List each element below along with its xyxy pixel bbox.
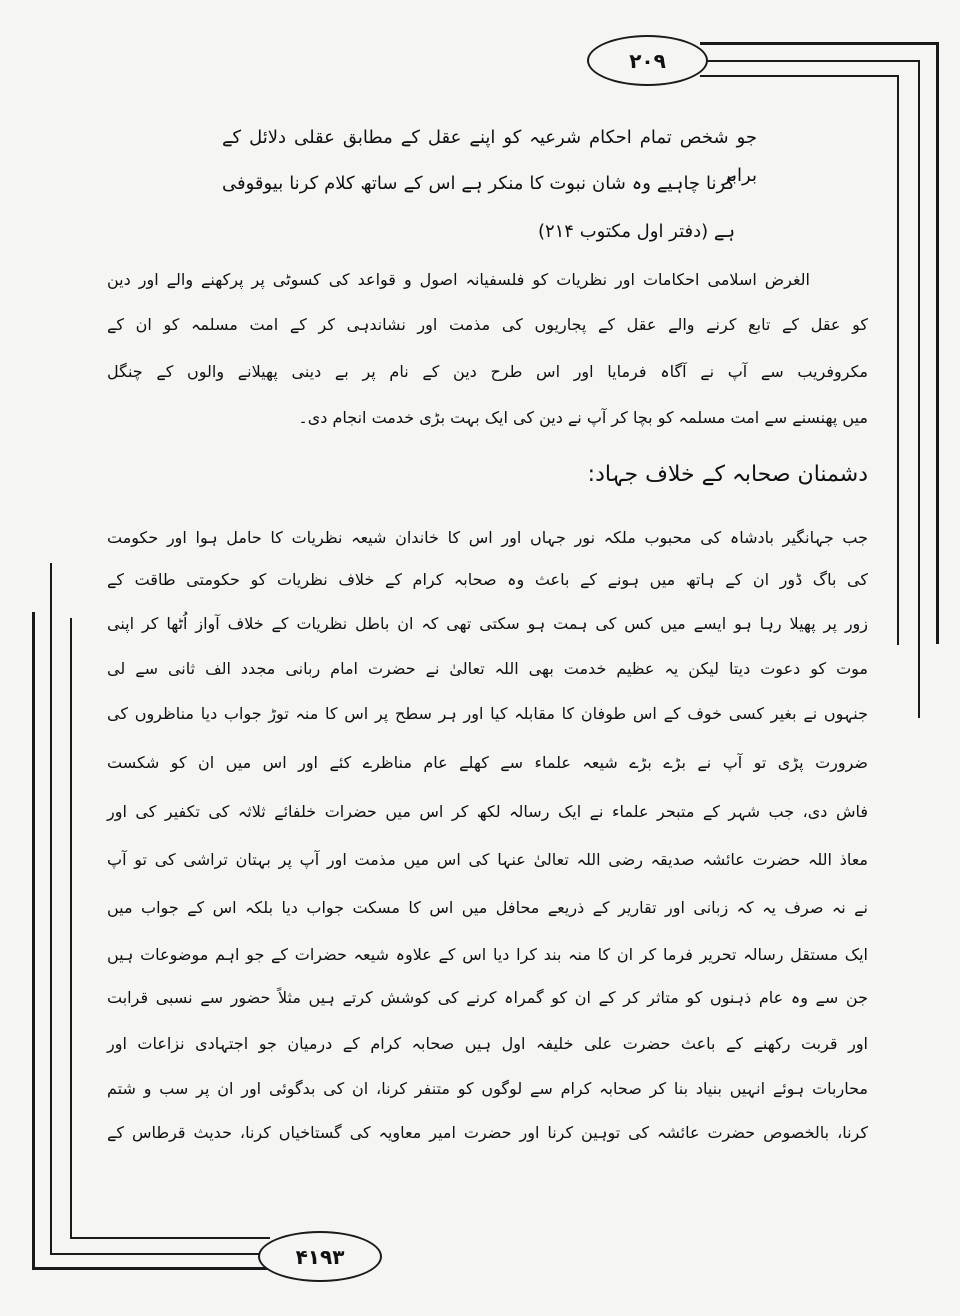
frame-right-middle-rule bbox=[918, 60, 920, 718]
frame-right-inner-rule bbox=[897, 75, 899, 645]
page-number-top: ۲۰۹ bbox=[587, 35, 708, 86]
paragraph-line: محاربات ہوئے انہیں بنیاد بنا کر صحابہ کرام سے لوگوں کو متنفر کرنا، ان کی بدگوئی اور ان پر سب و شتم bbox=[107, 1079, 868, 1098]
paragraph-line: ضرورت پڑی تو آپ نے بڑے بڑے شیعہ علماء سے کھلے عام مناظرے کئے اور اس میں ان کو شکست bbox=[107, 753, 868, 772]
paragraph-line: مکروفریب سے آپ نے آگاہ فرمایا اور اس طرح دین کے نام پر بے دینی پھیلانے والوں کے چنگل bbox=[107, 362, 868, 381]
frame-top-outer-rule bbox=[700, 42, 939, 45]
paragraph-line: جنہوں نے بغیر کسی خوف کے اس طوفان کا مقابلہ کیا اور ہر سطح پر اس کا منہ توڑ جواب دیا مناظروں کی bbox=[107, 704, 868, 723]
paragraph-line: ایک مستقل رسالہ تحریر فرما کر ان کا منہ بند کرا دیا اس کے علاوہ شیعہ حضرات کے جو اہم موضوعات ہیں bbox=[107, 945, 868, 964]
paragraph-line: کرنا، بالخصوص حضرت عائشہ کی توہین کرنا اور حضرت امیر معاویہ کی گستاخیاں کرنا، حدیث قرطاس کے bbox=[107, 1123, 868, 1142]
paragraph-line: موت کو دعوت دیتا لیکن یہ عظیم خدمت بھی اللہ تعالیٰ نے حضرت امام ربانی مجدد الف ثانی سے لی bbox=[107, 659, 868, 678]
paragraph-line: زور پر پھیلا رہا ہو ایسے میں کس کی ہمت ہو سکتی تھی کہ ان باطل نظریات کے خلاف آواز اُٹھا کر اپنی bbox=[107, 614, 868, 633]
frame-bottom-middle-rule bbox=[50, 1253, 265, 1255]
paragraph-line: جن سے وہ عام ذہنوں کو متاثر کر کے ان کو گمراہ کرنے کی کوشش کرتے ہیں مثلاً حضور سے نسبی قرابت bbox=[107, 988, 868, 1007]
frame-top-middle-rule bbox=[700, 60, 920, 62]
frame-bottom-outer-rule bbox=[32, 1267, 272, 1270]
section-heading: دشمنان صحابہ کے خلاف جہاد: bbox=[587, 462, 868, 487]
frame-top-inner-rule bbox=[700, 75, 899, 77]
paragraph-line: جب جہانگیر بادشاہ کی محبوب ملکہ نور جہاں اور اس کا خاندان شیعہ نظریات کا حامل ہوا اور حکومت bbox=[107, 528, 868, 547]
paragraph-line: الغرض اسلامی احکامات اور نظریات کو فلسفیانہ اصول و قواعد کی کسوٹی پر پرکھنے والے اور دین bbox=[107, 270, 810, 289]
paragraph-line: کو عقل کے تابع کرنے والے عقل کے پجاریوں کی مذمت اور نشاندہی کر کے امت مسلمہ کو ان کے bbox=[107, 315, 868, 334]
frame-right-outer-rule bbox=[936, 42, 939, 644]
quote-line: جو شخص تمام احکام شرعیہ کو اپنے عقل کے مطابق عقلی دلائل کے برابر bbox=[222, 127, 757, 186]
quote-line: کرنا چاہیے وہ شان نبوت کا منکر ہے اس کے ساتھ کلام کرنا بیوقوفی bbox=[222, 173, 735, 194]
paragraph-line: میں پھنسنے سے امت مسلمہ کو بچا کر آپ نے دین کی ایک بہت بڑی خدمت انجام دی۔ bbox=[298, 408, 868, 427]
frame-left-middle-rule bbox=[50, 563, 52, 1255]
frame-left-inner-rule bbox=[70, 618, 72, 1239]
frame-bottom-inner-rule bbox=[70, 1237, 270, 1239]
page-number-bottom: ۴۱۹۳ bbox=[258, 1231, 382, 1282]
paragraph-line: فاش دی، جب شہر کے متبحر علماء نے ایک رسالہ لکھ کر اس میں حضرات خلفائے ثلاثہ کی تکفیر کی اور bbox=[107, 802, 868, 821]
quote-line: ہے (دفتر اول مکتوب ۲۱۴) bbox=[537, 221, 735, 242]
paragraph-line: کی باگ ڈور ان کے ہاتھ میں ہونے کے باعث وہ صحابہ کرام کے خلاف نظریات کو حکومتی طاقت کے bbox=[107, 570, 868, 589]
paragraph-line: معاذ اللہ حضرت عائشہ صدیقہ رضی اللہ تعالیٰ عنہا کی اس میں مذمت اور آپ پر بہتان تراشی کی تو آپ bbox=[107, 850, 868, 869]
paragraph-line: اور قربت رکھنے کے باعث حضرت علی خلیفہ اول ہیں صحابہ کرام کے درمیان جو اجتہادی نزاعات اور bbox=[107, 1034, 868, 1053]
frame-left-outer-rule bbox=[32, 612, 35, 1270]
paragraph-line: نے نہ صرف یہ کہ زبانی اور تقاریر کے ذریعے محافل میں اس کا مسکت جواب دیا بلکہ اس کے جواب میں bbox=[107, 898, 868, 917]
